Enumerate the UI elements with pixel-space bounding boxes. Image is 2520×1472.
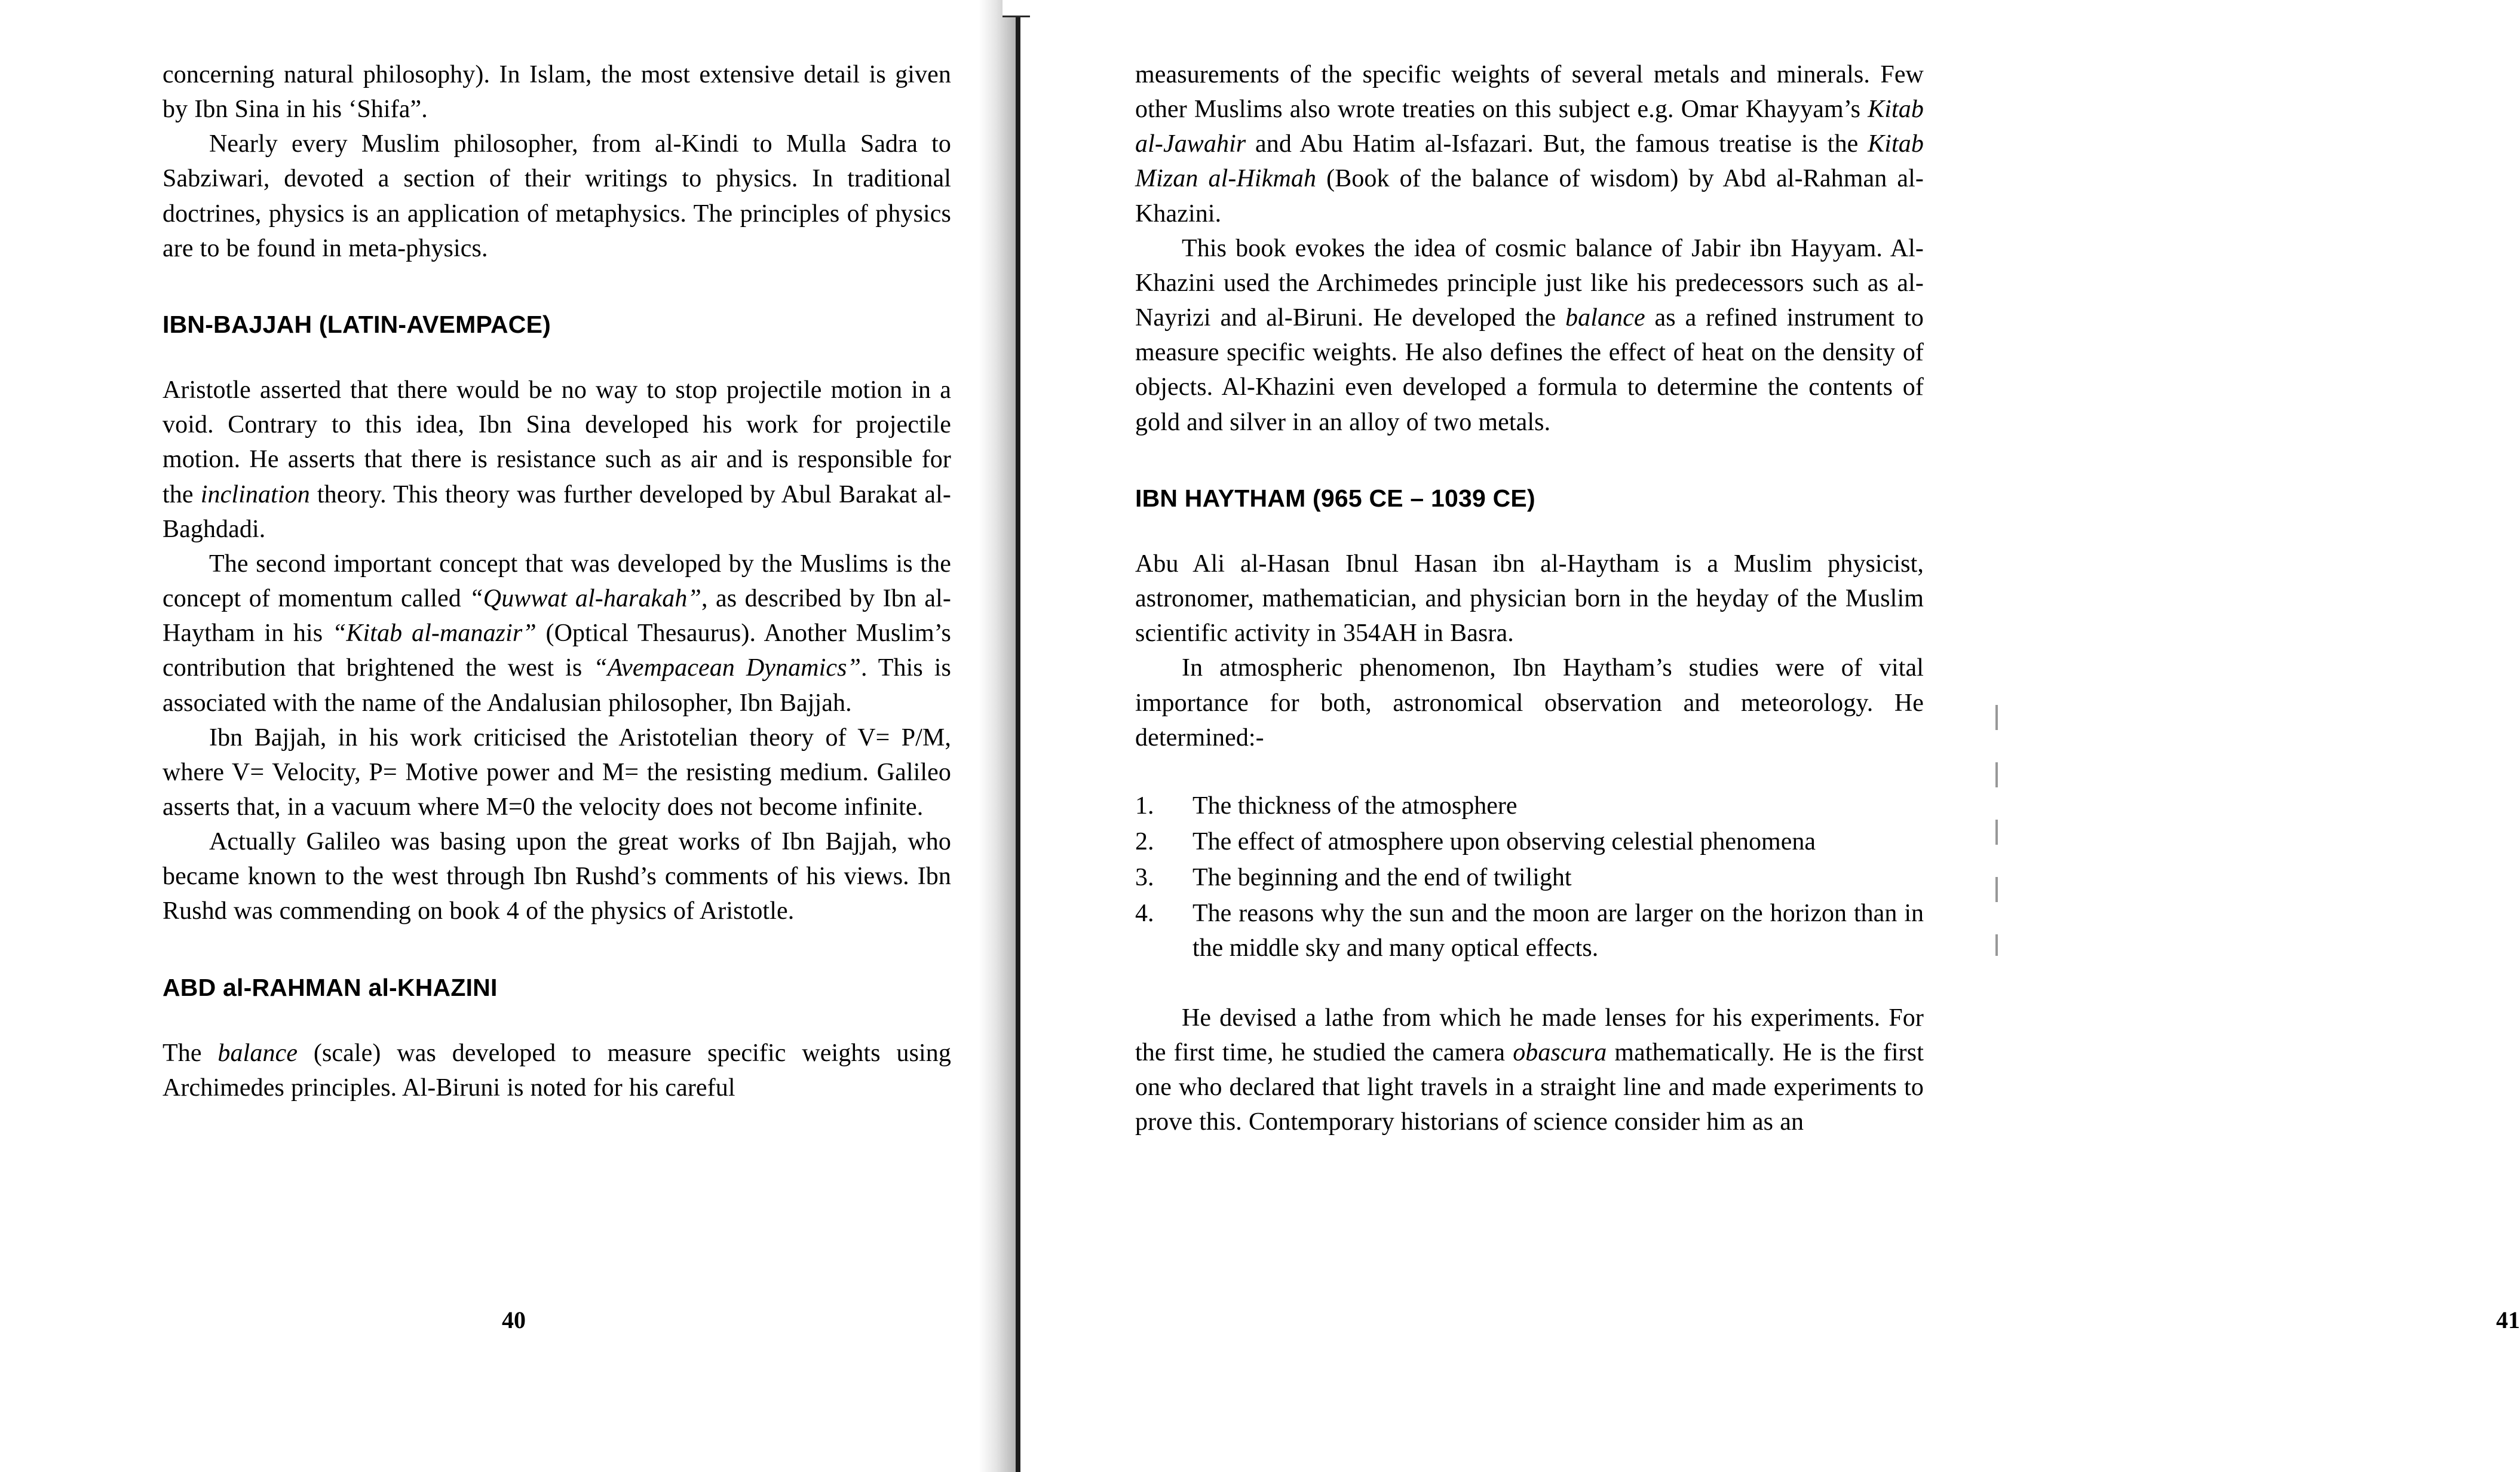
page-number-right: 41 xyxy=(2496,1307,2520,1333)
spacer xyxy=(163,1002,951,1036)
list-item xyxy=(1135,824,1924,859)
text-run-italic: “Avempacean Dynamics” xyxy=(593,654,862,682)
paragraph xyxy=(163,547,951,720)
text-run: mathematically. He is the first one who declared that light travels in a straight line and made experiments to prove this. Contemporary historians of science consider him as an xyxy=(1135,1038,1924,1136)
text-run: The second important concept that was developed by the Muslims is the concept of momentum called xyxy=(163,550,951,613)
text-run: Aristotle asserted that there would be no way to stop projectile motion in a void. Contrary to this idea, Ibn Sina developed his work for projectile motion. He asserts that there is resistance such as air and is responsible for the xyxy=(163,376,951,508)
text-run: , as described by Ibn al-Haytham in his xyxy=(163,585,951,648)
paragraph xyxy=(1135,231,1924,440)
page-number-left: 40 xyxy=(502,1307,526,1333)
paragraph: In atmospheric phenomenon, Ibn Haytham’s studies were of vital importance for both, astronomical observation and meteorology. He determined:- xyxy=(1135,654,1924,752)
list-item-number: 4. xyxy=(1135,900,1154,928)
paragraph: Abu Ali al-Hasan Ibnul Hasan ibn al-Haytham is a Muslim physicist, astronomer, mathematician, and physician born in the heyday of the Muslim scientific activity in 354AH in Basra. xyxy=(1135,550,1924,648)
text-run-italic: Kitab Mizan al-Hikmah xyxy=(1135,130,1924,193)
text-run-italic: balance xyxy=(217,1039,298,1067)
paragraph: Nearly every Muslim philosopher, from al-Kindi to Mulla Sadra to Sabziwari, devoted a section of their writings to physics. In traditional doctrines, physics is an application of metaphysics. The principles of physics are to be found in meta-physics. xyxy=(163,130,951,262)
right-page xyxy=(1016,0,2520,1472)
paragraph: Actually Galileo was basing upon the great works of Ibn Bajjah, who became known to the west through Ibn Rushd’s comments of his views. Ibn Rushd was commending on book 4 of the physics of Aristotle. xyxy=(163,828,951,925)
left-page xyxy=(0,0,1016,1472)
text-run-italic: balance xyxy=(1565,304,1645,332)
spacer xyxy=(1135,440,1924,484)
list-item xyxy=(1135,860,1924,895)
list-item-number: 1. xyxy=(1135,792,1154,820)
paragraph xyxy=(1135,57,1924,231)
left-page-text-column xyxy=(163,57,951,1105)
text-run-italic: inclination xyxy=(200,480,310,508)
text-run: measurements of the specific weights of several metals and minerals. Few other Muslims also wrote treaties on this subject e.g. Omar Khayyam’s xyxy=(1135,61,1924,124)
list-item-number: 2. xyxy=(1135,828,1154,855)
text-run: This book evokes the idea of cosmic balance of Jabir ibn Hayyam. Al-Khazini used the Archimedes principle just like his predecessors such as al-Nayrizi and al-Biruni. He developed the xyxy=(1135,234,1924,332)
spacer xyxy=(1135,755,1924,789)
text-run-italic: Kitab al-Jawahir xyxy=(1135,96,1924,158)
list-item-number: 3. xyxy=(1135,864,1154,892)
numbered-list-ibn-haytham-determinations xyxy=(1135,789,1924,966)
text-run: and Abu Hatim al-Isfazari. But, the famous treatise is the xyxy=(1246,130,1868,158)
text-run: as a refined instrument to measure specific weights. He also defines the effect of heat on the density of objects. Al-Khazini even developed a formula to determine the contents of gold and silver in an alloy of two metals. xyxy=(1135,304,1924,436)
section-heading-ibn-haytham: IBN HAYTHAM (965 CE – 1039 CE) xyxy=(1135,484,1535,512)
spacer xyxy=(1135,967,1924,1001)
text-run: He devised a lathe from which he made lenses for his experiments. For the first time, he studied the camera xyxy=(1135,1004,1924,1066)
paragraph: Ibn Bajjah, in his work criticised the Aristotelian theory of V= P/M, where V= Velocity, P= Motive power and M= the resisting medium. Galileo asserts that, in a vacuum where M=0 the velocity does not become infinite. xyxy=(163,723,951,821)
text-run-italic: obascura xyxy=(1513,1038,1607,1066)
list-item-label: The reasons why the sun and the moon are larger on the horizon than in the middle sky and many optical effects. xyxy=(1192,900,1924,962)
text-run-italic: “Kitab al-manazir” xyxy=(332,620,537,648)
text-run: . This is associated with the name of the Andalusian philosopher, Ibn Bajjah. xyxy=(163,654,951,717)
list-item xyxy=(1135,789,1924,823)
text-run: (Book of the balance of wisdom) by Abd al-Rahman al-Khazini. xyxy=(1135,165,1924,228)
text-run: The xyxy=(163,1039,218,1067)
spacer xyxy=(163,339,951,373)
list-item-label: The effect of atmosphere upon observing celestial phenomena xyxy=(1192,828,1816,855)
paragraph xyxy=(1135,1001,1924,1140)
paragraph xyxy=(163,373,951,547)
binding-shadow xyxy=(979,0,1017,1472)
text-run: (Optical Thesaurus). Another Muslim’s contribution that brightened the west is xyxy=(163,620,951,682)
spacer xyxy=(163,266,951,310)
paragraph xyxy=(163,1036,951,1105)
text-run: (scale) was developed to measure specific weights using Archimedes principles. Al-Biruni is noted for his careful xyxy=(163,1039,951,1102)
spacer xyxy=(1135,513,1924,547)
spacer xyxy=(163,929,951,973)
right-page-text-column xyxy=(1135,57,1924,1139)
section-heading-ibn-bajjah: IBN-BAJJAH (LATIN-AVEMPACE) xyxy=(163,310,551,338)
section-heading-abd-al-rahman-al-khazini: ABD al-RAHMAN al-KHAZINI xyxy=(163,973,498,1001)
text-run-italic: “Quwwat al-harakah” xyxy=(469,585,701,613)
list-item-label: The beginning and the end of twilight xyxy=(1192,864,1572,892)
list-item xyxy=(1135,896,1924,965)
paragraph: concerning natural philosophy). In Islam, the most extensive detail is given by Ibn Sina in his ‘Shifa”. xyxy=(163,61,951,124)
list-item-label: The thickness of the atmosphere xyxy=(1192,792,1517,820)
text-run: theory. This theory was further developed by Abul Barakat al-Baghdadi. xyxy=(163,480,951,543)
